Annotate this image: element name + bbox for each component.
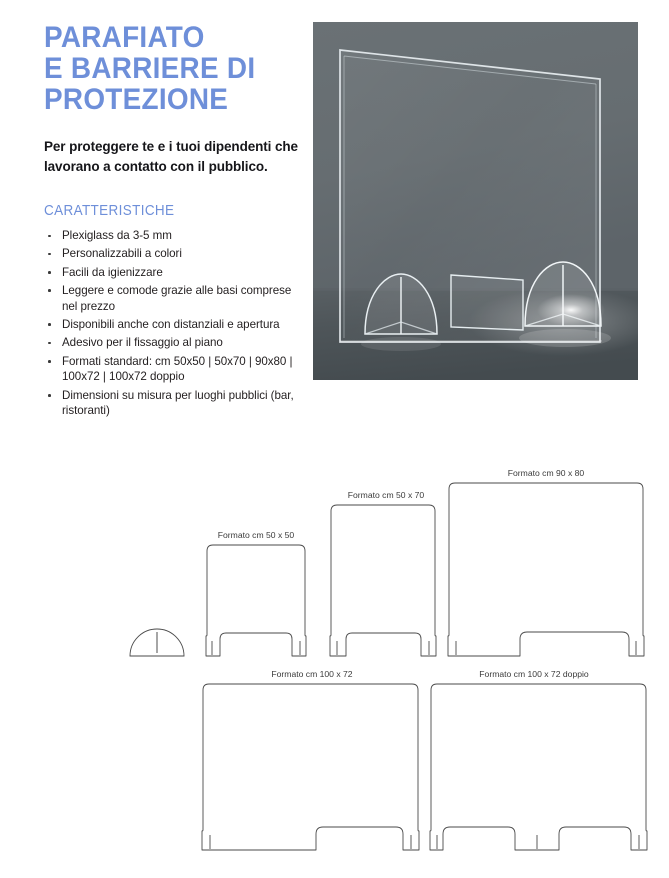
features-list (44, 228, 306, 419)
diagram-label: Formato cm 90 x 80 (507, 468, 585, 478)
format-diagrams-section (0, 455, 669, 865)
diagram-label: Formato cm 50 x 70 (347, 490, 425, 500)
page-title-line-2: E BARRIERE DI (44, 52, 256, 85)
format-diagrams-svg (0, 455, 669, 865)
page-title (44, 22, 288, 115)
product-photo-illustration (313, 22, 638, 380)
diagram-100x72 (202, 669, 419, 850)
page-title-line-3: PROTEZIONE (44, 83, 229, 116)
diagram-100x72-doppio (430, 669, 647, 850)
diagram-50x50 (206, 530, 306, 656)
diagram-50x70 (330, 490, 436, 656)
diagram-foot (130, 629, 184, 656)
list-item: Personalizzabili a colori (44, 246, 306, 262)
list-item: Dimensioni su misura per luoghi pubblici (bar, ristoranti) (44, 388, 306, 420)
list-item: Disponibili anche con distanziali e apertura (44, 317, 306, 333)
list-item: Facili da igienizzare (44, 265, 306, 281)
list-item: Adesivo per il fissaggio al piano (44, 335, 306, 351)
page-title-line-1: PARAFIATO (44, 21, 205, 54)
diagram-90x80 (448, 468, 644, 656)
list-item: Leggere e comode grazie alle basi comprese nel prezzo (44, 283, 306, 315)
product-photo (313, 22, 638, 380)
diagram-label: Formato cm 100 x 72 doppio (479, 669, 589, 679)
list-item: Plexiglass da 3-5 mm (44, 228, 306, 244)
list-item: Formati standard: cm 50x50 | 50x70 | 90x80 | 100x72 | 100x72 doppio (44, 354, 306, 386)
diagram-label: Formato cm 100 x 72 (271, 669, 353, 679)
left-content-column (44, 22, 306, 422)
diagram-label: Formato cm 50 x 50 (217, 530, 295, 540)
subtitle: Per proteggere te e i tuoi dipendenti che lavorano a contatto con il pubblico. (44, 139, 298, 174)
features-heading: CARATTERISTICHE (44, 202, 175, 219)
